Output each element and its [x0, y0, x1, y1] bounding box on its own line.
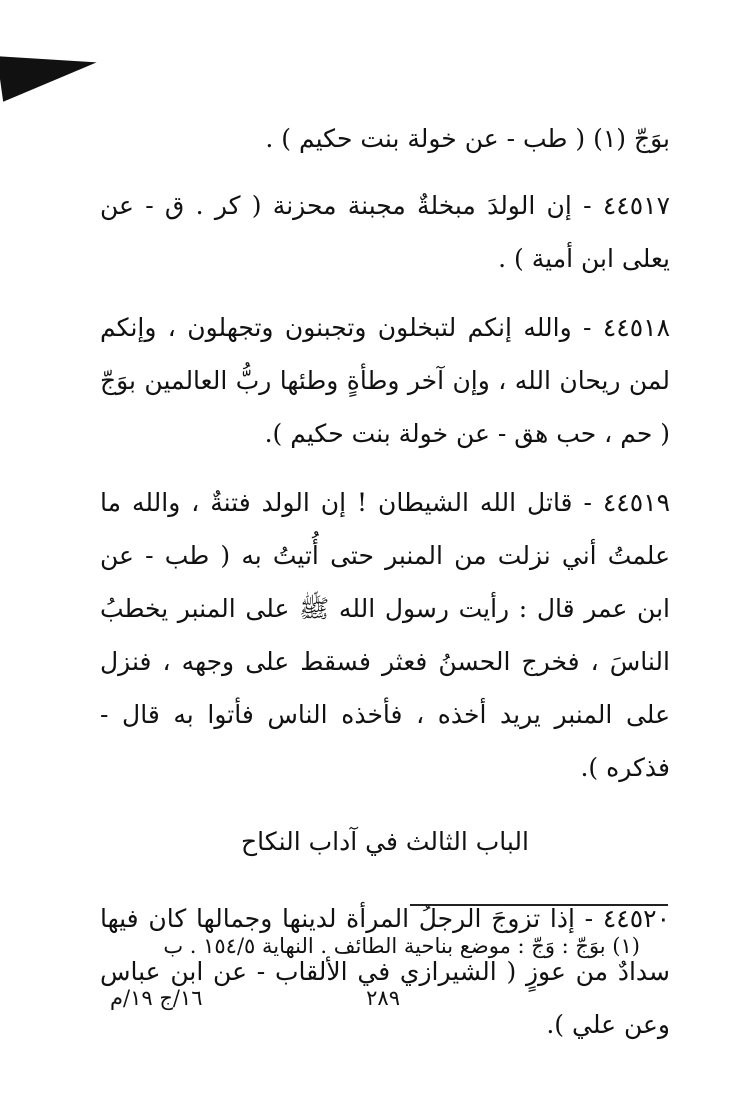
- hadith-44519: ٤٤٥١٩ - قاتل الله الشيطان ! إن الولد فتنةٌ ، والله ما علمتُ أني نزلت من المنبر حتى أُتيتُ به ( طب - عن ابن عمر قال : رأيت رسول الله ﷺ على المنبر يخطبُ الناسَ ، فخرج الحسنُ فعثر فسقط على وجهه ، فنزل على المنبر يريد أخذه ، فأخذه الناس فأتوا به قال - فذكره ).: [100, 488, 670, 782]
- page-body: [100, 112, 670, 1067]
- page-number: ٢٨٩: [366, 986, 400, 1010]
- hadith-44520: ٤٤٥٢٠ - إذا تزوجَ الرجلُ المرأة لدينها وجمالها كان فيها سدادٌ من عوزٍ ( الشيرازي في الألقاب - عن ابن عباس وعن علي ).: [100, 904, 670, 1039]
- hadith-44517: ٤٤٥١٧ - إن الولدَ مبخلةٌ مجبنة محزنة ( كر . ق - عن يعلى ابن أمية ) .: [100, 191, 670, 273]
- footnote: (١) بوَجّ : وَجّ : موضع بناحية الطائف . النهاية ١٥٤/٥ . ب: [163, 934, 640, 958]
- paragraph-1: بوَجّ (١) ( طب - عن خولة بنت حكيم ) .: [265, 124, 670, 153]
- section-heading: الباب الثالث في آداب النكاح: [241, 827, 529, 856]
- volume-mark: ١٦/ج ١٩/م: [110, 986, 203, 1010]
- page-footer: [100, 986, 670, 1026]
- corner-mark: [0, 43, 100, 102]
- footnote-divider: [410, 904, 668, 906]
- hadith-44518: ٤٤٥١٨ - والله إنكم لتبخلون وتجبنون وتجهلون ، وإنكم لمن ريحان الله ، وإن آخر وطأةٍ وطئها ربُّ العالمين بوَجّ ( حم ، حب هق - عن خولة بنت حكيم ).: [100, 313, 670, 448]
